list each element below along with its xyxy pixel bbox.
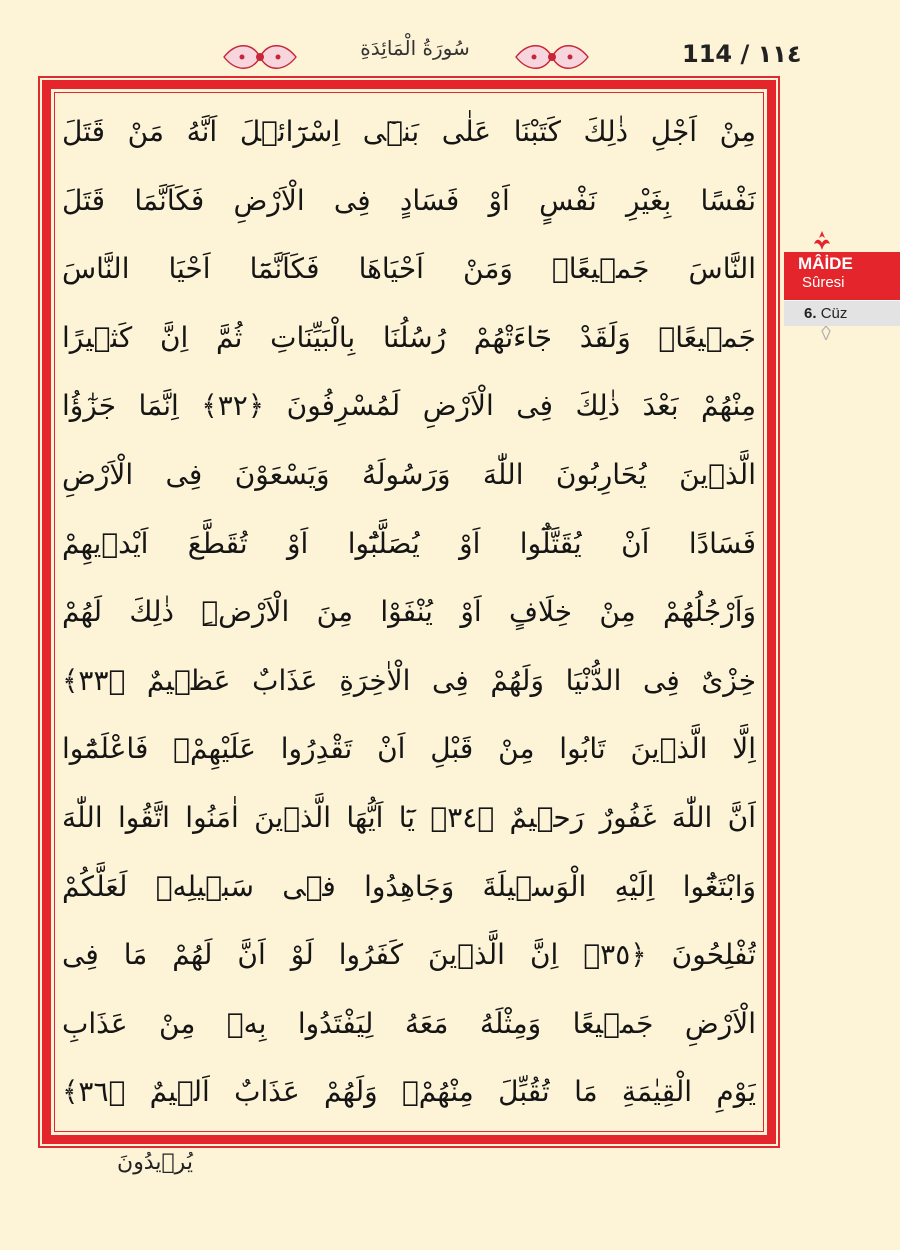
text-line: خِزْىٌ فِى الدُّنْيَا وَلَهُمْ فِى الْاٰخِرَةِ عَذَابٌ عَظٖيمٌ ﴿٣٣﴾	[62, 663, 756, 697]
text-line: النَّاسَ جَمٖيعًاۜ وَمَنْ اَحْيَاهَا فَكَاَنَّمَٓا اَحْيَا النَّاسَ	[62, 252, 756, 286]
text-line: وَابْتَغُٓوا اِلَيْهِ الْوَسٖيلَةَ وَجَاهِدُوا فٖى سَبٖيلِهٖ لَعَلَّكُمْ	[62, 869, 756, 903]
text-line: اِلَّا الَّذٖينَ تَابُوا مِنْ قَبْلِ اَنْ تَقْدِرُوا عَلَيْهِمْۚ فَاعْلَمُٓوا	[62, 732, 756, 766]
surah-tab[interactable]	[784, 252, 900, 300]
text-line: يَوْمِ الْقِيٰمَةِ مَا تُقُبِّلَ مِنْهُمْۚ وَلَهُمْ عَذَابٌ اَلٖيمٌ ﴿٣٦﴾	[62, 1075, 756, 1109]
cuz-label: Cüz	[820, 305, 848, 322]
text-line: الْاَرْضِ جَمٖيعًا وَمِثْلَهُ مَعَهُ لِيَفْتَدُوا بِهٖ مِنْ عَذَابِ	[62, 1006, 756, 1040]
text-line: جَمٖيعًاۜ وَلَقَدْ جَٓاءَتْهُمْ رُسُلُنَا بِالْبَيِّنَاتِ ثُمَّ اِنَّ كَثٖيرًا	[62, 320, 756, 354]
text-line: الَّذٖينَ يُحَارِبُونَ اللّٰهَ وَرَسُولَهُ وَيَسْعَوْنَ فِى الْاَرْضِ	[62, 457, 756, 491]
text-line: تُفْلِحُونَ ﴿٣٥﴾ اِنَّ الَّذٖينَ كَفَرُوا لَوْ اَنَّ لَهُمْ مَا فِى	[62, 938, 756, 972]
text-line: اَنَّ اللّٰهَ غَفُورٌ رَحٖيمٌ ﴿٣٤﴾ يَٓا اَيُّهَا الَّذٖينَ اٰمَنُوا اتَّقُوا اللّٰهَ	[62, 800, 756, 834]
left-ornament-icon	[222, 44, 298, 70]
page-number: 114 / ١١٤	[682, 40, 802, 68]
cuz-number: 6.	[804, 305, 817, 322]
cuz-tab[interactable]	[784, 300, 900, 326]
text-line: وَاَرْجُلُهُمْ مِنْ خِلَافٍ اَوْ يُنْفَوْا مِنَ الْاَرْضِۜ ذٰلِكَ لَهُمْ	[62, 595, 756, 629]
catchword: يُرٖيدُونَ	[117, 1150, 193, 1175]
text-line: مِنْ اَجْلِ ذٰلِكَ كَتَبْنَا عَلٰى بَنٖٓى اِسْرَٓائٖلَ اَنَّهُ مَنْ قَتَلَ	[62, 115, 756, 148]
surah-label: Sûresi	[802, 274, 845, 291]
surah-name: MÂİDE	[798, 254, 853, 273]
page-header	[0, 0, 900, 78]
text-line: مِنْهُمْ بَعْدَ ذٰلِكَ فِى الْاَرْضِ لَمُسْرِفُونَ ﴿٣٢﴾ اِنَّمَا جَزٰٓؤُا	[62, 389, 756, 423]
right-ornament-icon	[514, 44, 590, 70]
quran-text-block	[62, 98, 756, 1128]
tab-bottom-ornament-icon	[818, 326, 834, 340]
surah-side-tab[interactable]	[784, 230, 900, 340]
text-line: فَسَادًا اَنْ يُقَتَّلُٓوا اَوْ يُصَلَّبُٓوا اَوْ تُقَطَّعَ اَيْدٖيهِمْ	[62, 526, 756, 560]
text-line: نَفْسًا بِغَيْرِ نَفْسٍ اَوْ فَسَادٍ فِى الْاَرْضِ فَكَاَنَّمَا قَتَلَ	[62, 183, 756, 217]
fleur-ornament-icon	[810, 230, 834, 254]
surah-title: سُورَةُ الْمَائِدَةِ	[360, 36, 470, 60]
